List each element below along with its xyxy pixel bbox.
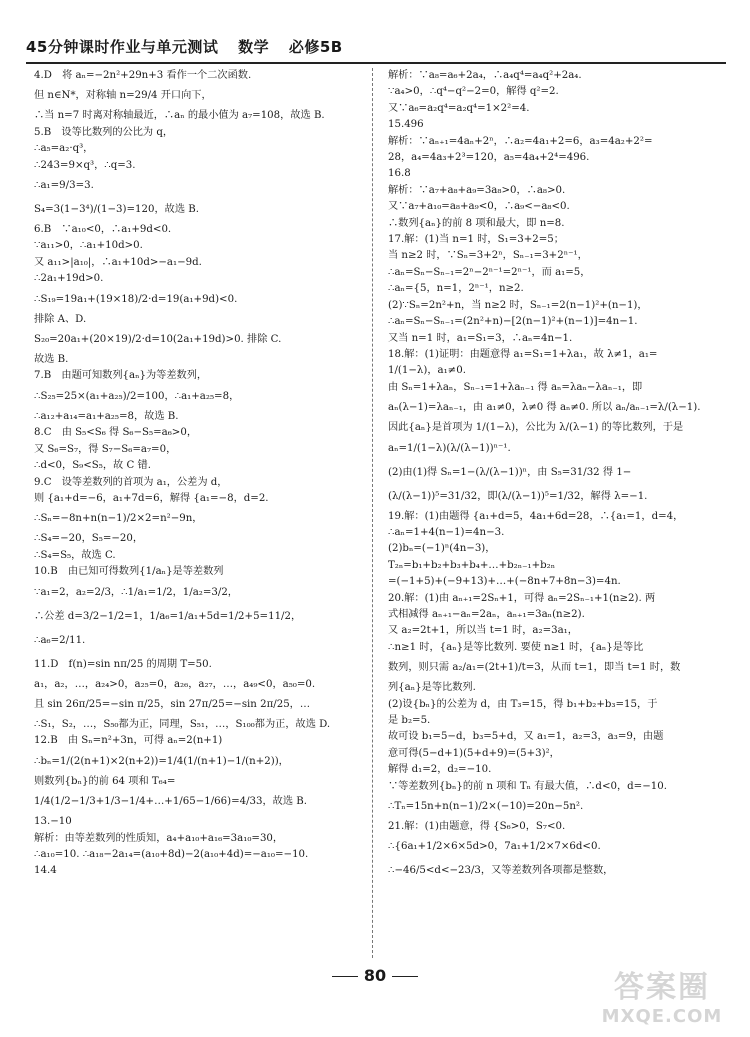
right-text-line: aₙ(λ−1)=λaₙ₋₁，由 a₁≠0，λ≠0 得 aₙ≠0. 所以 aₙ/aₙ₋₁=λ/(λ−1). — [388, 402, 701, 414]
column-divider — [372, 68, 373, 958]
right-column — [388, 68, 722, 883]
right-text-line: 20.解：(1)由 aₙ₊₁=2Sₙ+1，可得 aₙ=2Sₙ₋₁+1(n≥2). 两 — [388, 592, 656, 604]
left-text-line: 但 n∈N*，对称轴 n=29/4 开口向下， — [34, 90, 212, 102]
left-text-line: 1/4(1/2−1/3+1/3−1/4+…+1/65−1/66)=4/33，故选 B. — [34, 796, 308, 808]
watermark-url: MXQE.COM — [601, 1006, 723, 1027]
page-number-left-dash — [332, 976, 358, 977]
left-text-line: 14.4 — [34, 865, 57, 877]
left-text-line: 且 sin 26π/25=−sin π/25，sin 27π/25=−sin 2π/25，… — [34, 698, 311, 710]
book-volume-label: 必修5B — [288, 38, 343, 56]
left-text-line: ∴S₂₅=25×(a₁+a₂₅)/2=100，∴a₁+a₂₅=8， — [34, 390, 240, 402]
book-series-title: 45分钟课时作业与单元测试 — [26, 38, 219, 56]
left-text-line: 8.C 由 S₅<S₆ 得 S₆−S₅=a₆>0， — [34, 427, 198, 439]
right-text-line: 由 Sₙ=1+λaₙ，Sₙ₋₁=1+λaₙ₋₁ 得 aₙ=λaₙ−λaₙ₋₁，即 — [388, 381, 643, 393]
left-text-line: 又 a₁₁>|a₁₀|，∴a₁+10d>−a₁−9d. — [34, 256, 202, 268]
left-text-line: S₂₀=20a₁+(20×19)/2·d=10(2a₁+19d)>0. 排除 C. — [34, 334, 282, 346]
right-text-line: (2)bₙ=(−1)ⁿ(4n−3)， — [388, 543, 496, 555]
right-text-line: ∴Tₙ=15n+n(n−1)/2×(−10)=20n−5n². — [388, 801, 584, 813]
left-text-line: 排除 A、D. — [34, 313, 87, 325]
page-header — [26, 36, 726, 64]
left-text-line: ∴a₁₀=10. ∴a₁₈−2a₁₄=(a₁₀+8d)−2(a₁₀+4d)=−a₁₀=−10. — [34, 848, 309, 860]
left-text-line: ∴a₅=a₂·q³， — [34, 143, 94, 155]
right-text-line: 数列，则只需 a₂/a₁=(2t+1)/t=3，从而 t=1，即当 t=1 时，数 — [388, 662, 681, 674]
right-text-line: ∴aₙ={5，n=1，2ⁿ⁻¹，n≥2. — [388, 283, 524, 295]
left-text-line: 5.B 设等比数列的公比为 q， — [34, 126, 174, 138]
right-text-line: 解得 d₁=2，d₂=−10. — [388, 764, 492, 776]
right-text-line: ∴n≥1 时，{aₙ}是等比数列. 要使 n≥1 时，{aₙ}是等比 — [388, 641, 644, 653]
right-text-line: 因此{aₙ}是首项为 1/(1−λ)，公比为 λ/(λ−1) 的等比数列，于是 — [388, 422, 684, 434]
left-text-line: ∵a₁=2，a₂=2/3，∴1/a₁=1/2，1/a₂=3/2， — [34, 586, 238, 598]
left-text-line: 解析：由等差数列的性质知，a₄+a₁₀+a₁₆=3a₁₀=30， — [34, 832, 284, 844]
watermark-logo: 答案圈 — [614, 970, 710, 1005]
right-text-line: 21.解：(1)由题意，得 {S₆>0，S₇<0. — [388, 821, 566, 833]
left-text-line: ∴243=9×q³，∴q=3. — [34, 159, 136, 171]
left-text-line: 13.−10 — [34, 816, 72, 828]
left-text-line: ∴S₄=S₅，故选 C. — [34, 549, 116, 561]
right-text-line: ∴aₙ=Sₙ−Sₙ₋₁=2ⁿ−2ⁿ⁻¹=2ⁿ⁻¹，而 a₁=5， — [388, 266, 591, 278]
left-text-line: 故选 B. — [34, 354, 69, 366]
right-text-line: ∴aₙ=Sₙ−Sₙ₋₁=(2n²+n)−[2(n−1)²+(n−1)]=4n−1. — [388, 316, 638, 328]
subject-label: 数学 — [238, 38, 270, 56]
left-text-line: ∴a₆=2/11. — [34, 634, 86, 646]
left-text-line: 9.C 设等差数列的首项为 a₁，公差为 d， — [34, 476, 228, 488]
left-text-line: ∴S₄=−20，S₅=−20， — [34, 533, 144, 545]
page-number-right-dash — [392, 976, 418, 977]
right-text-line: 18.解：(1)证明：由题意得 a₁=S₁=1+λa₁，故 λ≠1，a₁= — [388, 348, 658, 360]
left-text-line: a₁，a₂，…，a₂₄>0，a₂₅=0，a₂₆，a₂₇，…，a₄₉<0，a₅₀=0. — [34, 678, 316, 690]
right-text-line: T₂ₙ=b₁+b₂+b₃+b₄+…+b₂ₙ₋₁+b₂ₙ — [388, 559, 556, 571]
page-number-text: 80 — [363, 966, 387, 985]
right-text-line: ∴数列{aₙ}的前 8 项和最大，即 n=8. — [388, 217, 565, 229]
right-text-line: ∵等差数列{bₙ}的前 n 项和 Tₙ 有最大值，∴d<0，d=−10. — [388, 780, 667, 792]
watermark — [592, 962, 732, 1026]
right-text-line: 17.解：(1)当 n=1 时，S₁=3+2=5； — [388, 234, 564, 246]
left-text-line: ∴2a₁+19d>0. — [34, 273, 104, 285]
right-text-line: ∴aₙ=1+4(n−1)=4n−3. — [388, 526, 505, 538]
right-text-line: (λ/(λ−1))⁵=31/32，即(λ/(λ−1))⁵=1/32，解得 λ=−1. — [388, 490, 648, 502]
left-text-line: 6.B ∵a₁₀<0，∴a₁+9d<0. — [34, 224, 172, 236]
right-text-line: ∴{6a₁+1/2×6×5d>0，7a₁+1/2×7×6d<0. — [388, 841, 601, 853]
left-text-line: 11.D f(n)=sin nπ/25 的周期 T=50. — [34, 658, 212, 670]
left-text-line: 7.B 由题可知数列{aₙ}为等差数列， — [34, 370, 208, 382]
left-text-line: ∴当 n=7 时离对称轴最近，∴aₙ 的最小值为 a₇=108，故选 B. — [34, 110, 325, 122]
left-text-line: ∴d<0，S₉<S₅，故 C 错. — [34, 460, 151, 472]
right-text-line: 又∵a₇+a₁₀=a₈+a₉<0，∴a₉<−a₈<0. — [388, 201, 570, 213]
right-text-line: 28，a₄=4a₃+2³=120，a₅=4a₄+2⁴=496. — [388, 152, 590, 164]
left-text-line: 10.B 由已知可得数列{1/aₙ}是等差数列 — [34, 566, 224, 578]
left-text-line: ∵a₁₁>0，∴a₁+10d>0. — [34, 240, 143, 252]
right-text-line: 又当 n=1 时，a₁=S₁=3，∴aₙ=4n−1. — [388, 332, 573, 344]
left-text-line: 又 S₆=S₇，得 S₇−S₆=a₇=0， — [34, 443, 177, 455]
left-text-line: ∴S₁，S₂，…，S₅₀都为正，同理，S₅₁，…，S₁₀₀都为正，故选 D. — [34, 718, 331, 730]
left-text-line: 则数列{bₙ}的前 64 项和 T₆₄= — [34, 775, 176, 787]
right-text-line: 意可得(5−d+1)(5+d+9)=(5+3)²， — [388, 747, 560, 759]
left-text-line: S₄=3(1−3⁴)/(1−3)=120，故选 B. — [34, 204, 199, 216]
right-text-line: aₙ=1/(1−λ)(λ/(λ−1))ⁿ⁻¹. — [388, 442, 511, 454]
right-text-line: 16.8 — [388, 168, 411, 180]
right-text-line: 解析：∵aₙ₊₁=4aₙ+2ⁿ，∴a₂=4a₁+2=6，a₃=4a₂+2²= — [388, 135, 653, 147]
right-text-line: 故可设 b₁=5−d，b₃=5+d，又 a₁=1，a₂=3，a₃=9，由题 — [388, 731, 664, 743]
right-text-line: =(−1+5)+(−9+13)+…+(−8n+7+8n−3)=4n. — [388, 576, 621, 588]
right-text-line: (2)由(1)得 Sₙ=1−(λ/(λ−1))ⁿ，由 S₅=31/32 得 1− — [388, 466, 632, 478]
left-text-line: ∴S₁₉=19a₁+(19×18)/2·d=19(a₁+9d)<0. — [34, 293, 238, 305]
right-text-line: (2)设{bₙ}的公差为 d，由 T₃=15，得 b₁+b₂+b₃=15，于 — [388, 698, 658, 710]
right-text-line: 15.496 — [388, 119, 424, 131]
left-text-line: 4.D 将 aₙ=−2n²+29n+3 看作一个二次函数. — [34, 70, 252, 81]
right-text-line: (2)∵Sₙ=2n²+n，当 n≥2 时，Sₙ₋₁=2(n−1)²+(n−1)， — [388, 299, 648, 311]
right-text-line: ∵a₄>0，∴q⁴−q²−2=0，解得 q²=2. — [388, 86, 559, 98]
right-text-line: 列{aₙ}是等比数列. — [388, 682, 476, 694]
right-text-line: 解析：∵a₇+a₈+a₉=3a₈>0，∴a₈>0. — [388, 184, 566, 196]
right-text-line: 当 n≥2 时，∵Sₙ=3+2ⁿ，Sₙ₋₁=3+2ⁿ⁻¹， — [388, 250, 588, 262]
right-text-line: 解析：∵a₈=a₆+2a₄，∴a₄q⁴=a₄q²+2a₄. — [388, 70, 582, 81]
right-text-line: 是 b₂=5. — [388, 715, 431, 726]
left-text-line: ∴bₙ=1/(2(n+1)×2(n+2))=1/4(1/(n+1)−1/(n+2))， — [34, 755, 289, 767]
left-text-line: ∴公差 d=3/2−1/2=1，1/a₆=1/a₁+5d=1/2+5=11/2， — [34, 610, 302, 622]
right-text-line: 19.解：(1)由题得 {a₁+d=5，4a₁+6d=28，∴{a₁=1，d=4， — [388, 510, 684, 522]
right-text-line: 又 a₂=2t+1，所以当 t=1 时，a₂=3a₁， — [388, 625, 578, 637]
left-text-line: ∴a₁=9/3=3. — [34, 180, 94, 192]
left-text-line: 则 {a₁+d=−6，a₁+7d=6，解得 {a₁=−8，d=2. — [34, 492, 269, 504]
left-text-line: ∴a₁₂+a₁₄=a₁+a₂₅=8，故选 B. — [34, 410, 179, 422]
right-text-line: 式相减得 aₙ₊₁−aₙ=2aₙ，aₙ₊₁=3aₙ(n≥2). — [388, 608, 585, 620]
right-text-line: ∴−46/5<d<−23/3，又等差数列各项都是整数， — [388, 865, 614, 877]
left-text-line: 12.B 由 Sₙ=n²+3n，可得 aₙ=2(n+1) — [34, 735, 223, 747]
left-text-line: ∴Sₙ=−8n+n(n−1)/2×2=n²−9n， — [34, 513, 203, 525]
left-column — [34, 68, 372, 880]
right-text-line: 又∵a₆=a₂q⁴=a₂q⁴=1×2²=4. — [388, 102, 530, 114]
right-text-line: 1/(1−λ)，a₁≠0. — [388, 365, 466, 377]
